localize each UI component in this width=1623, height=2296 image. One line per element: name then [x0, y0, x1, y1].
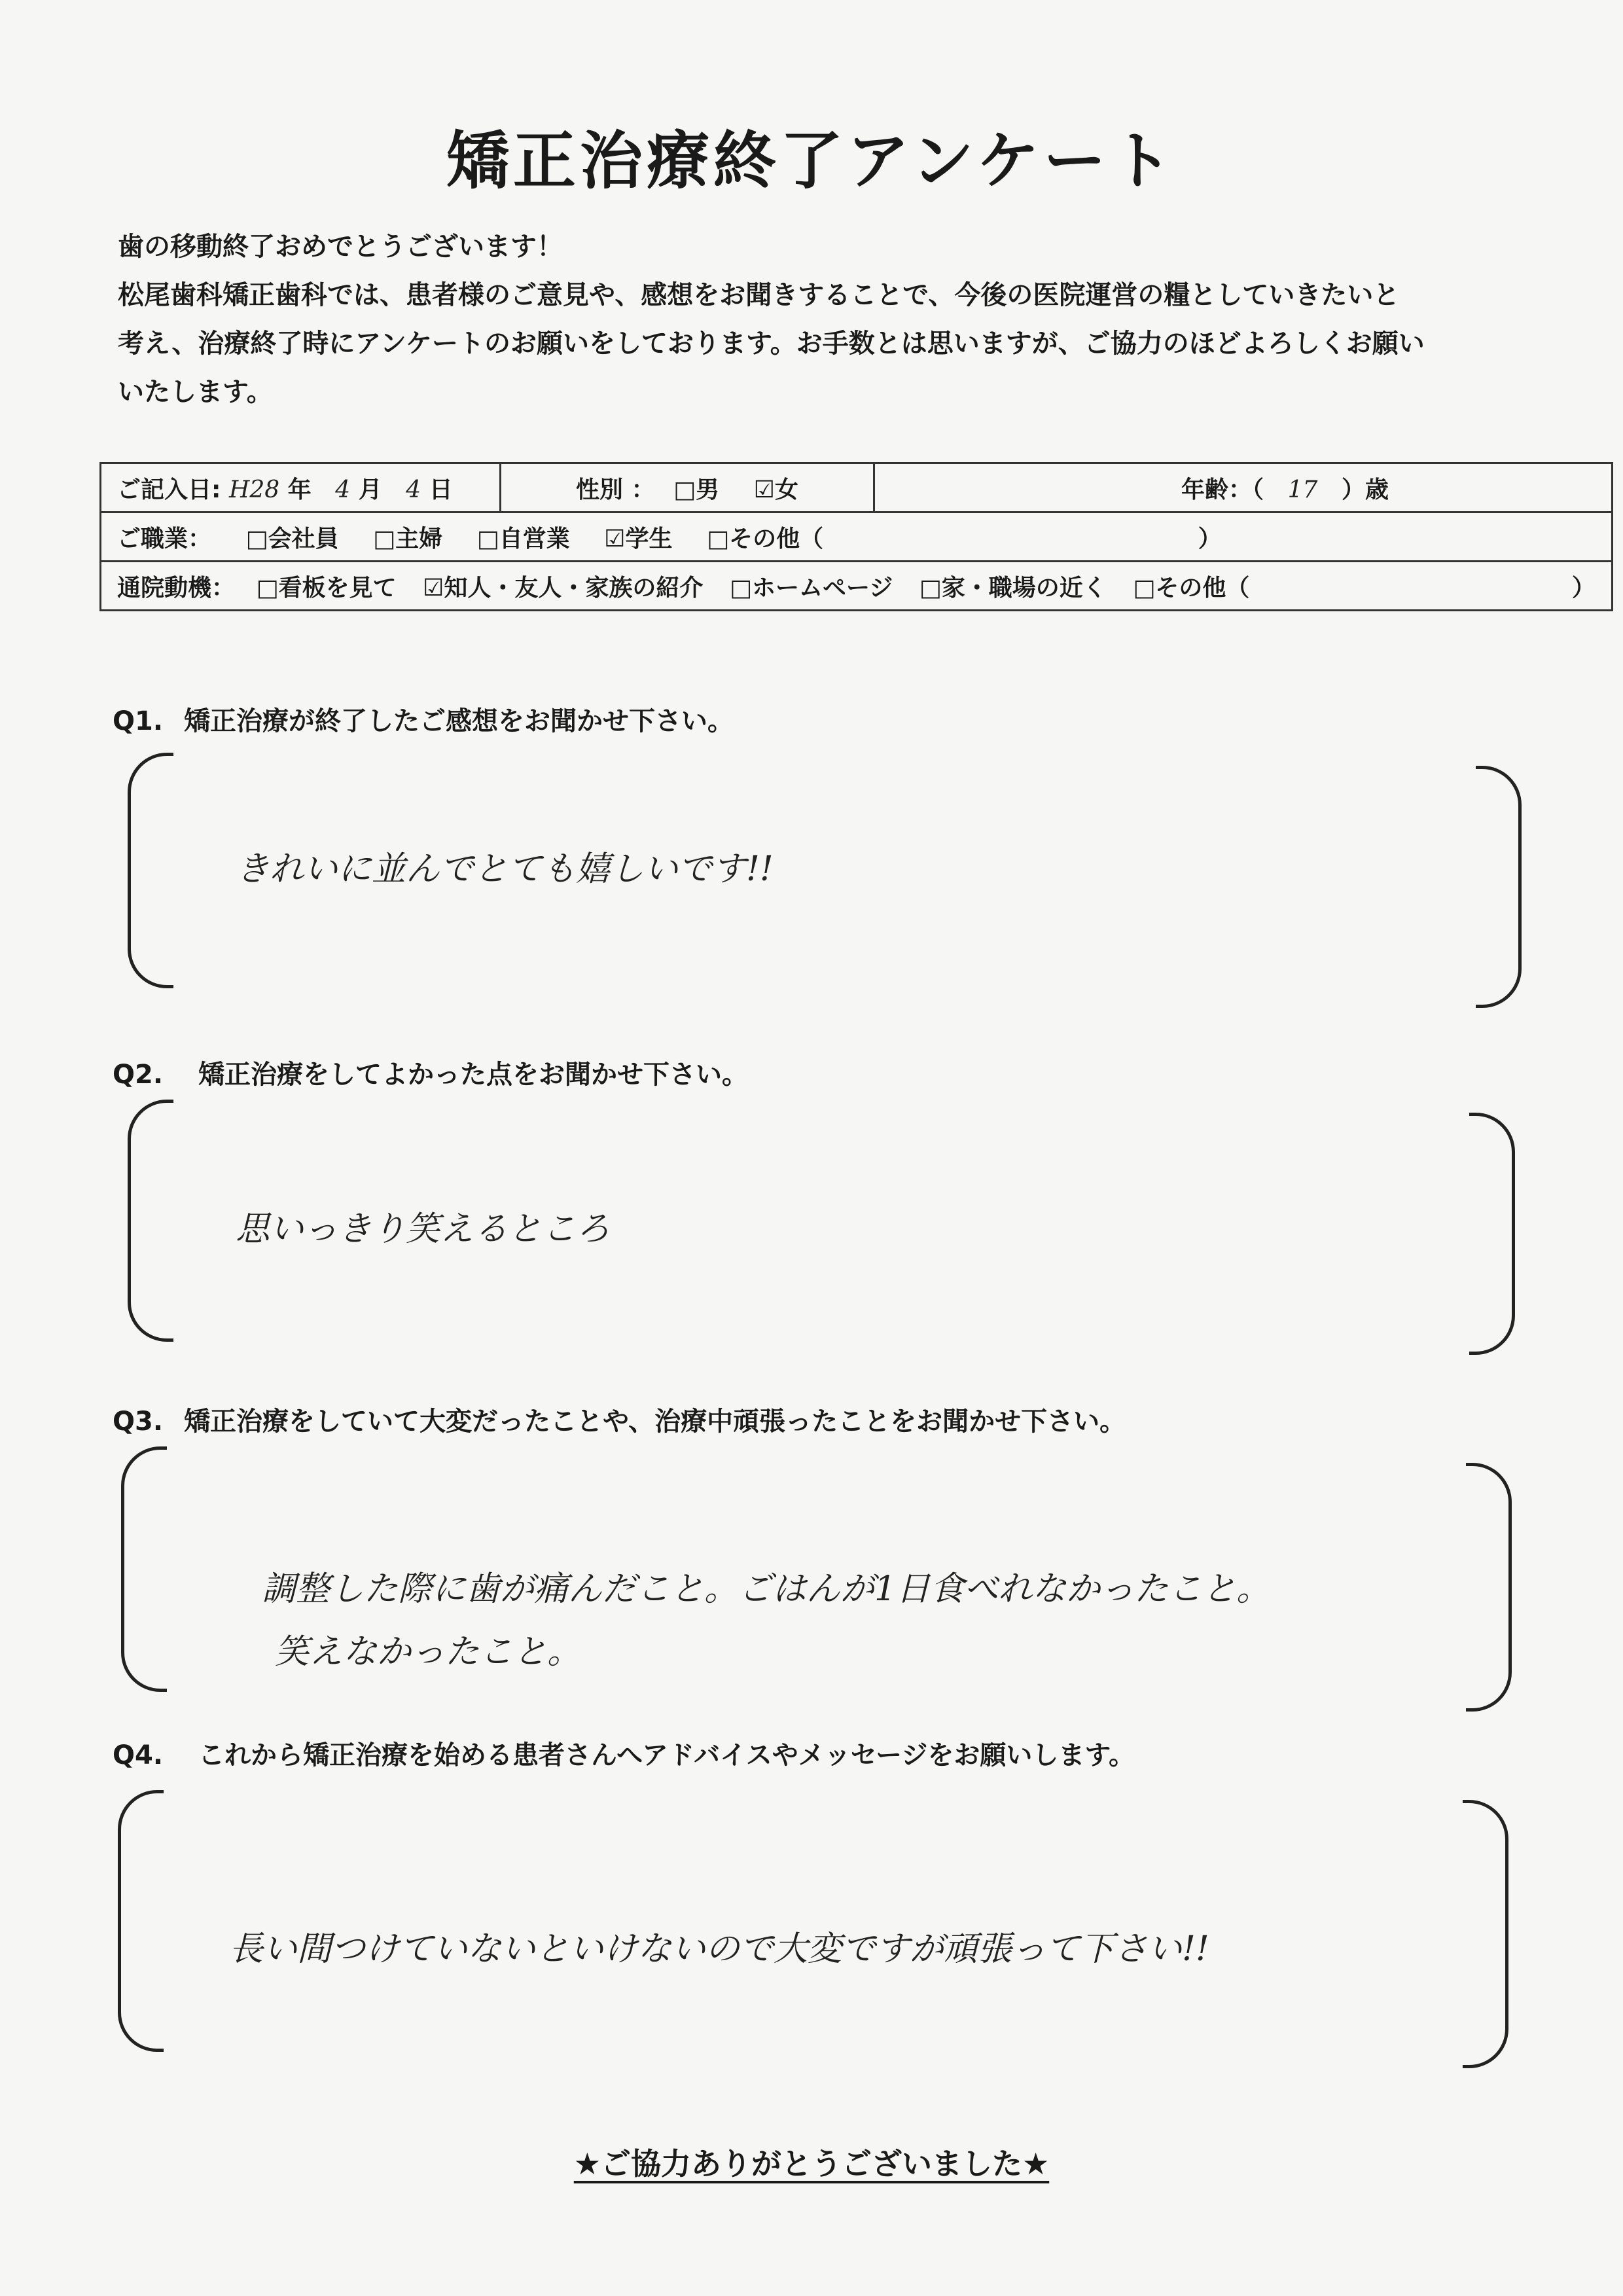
footer-text: ★ご協力ありがとうございました★ [573, 2146, 1050, 2181]
answer-bracket-right [1466, 1463, 1512, 1712]
occupation-housewife-checkbox[interactable]: □主婦 [373, 525, 443, 552]
question-label: Q4. [113, 1740, 164, 1770]
date-month-value[interactable]: 4 [335, 476, 351, 503]
question-text: これから矯正治療を始める患者さんへアドバイスやメッセージをお願いします。 [198, 1740, 1135, 1770]
date-day-value[interactable]: 4 [406, 476, 421, 503]
age-suffix: ）歳 [1341, 476, 1389, 503]
date-year-label: 年 [287, 476, 312, 503]
answer-4[interactable] [229, 1918, 1209, 1981]
answer-2[interactable] [236, 1198, 610, 1261]
date-era-value[interactable]: H28 [228, 476, 280, 503]
footer-message [0, 2140, 1623, 2183]
motive-signboard-checkbox[interactable]: □看板を見て [256, 574, 397, 601]
question-1 [113, 700, 734, 738]
answer-bracket-right [1476, 766, 1522, 1008]
question-2 [113, 1054, 748, 1091]
answer-line: 笑えなかったこと。 [275, 1632, 582, 1672]
answer-line: きれいに並んでとても嬉しいです!! [236, 850, 774, 889]
date-month-label: 月 [358, 476, 382, 503]
answer-bracket-right [1463, 1800, 1508, 2068]
date-label: ご記入日: [117, 476, 221, 503]
occupation-other-checkbox[interactable]: □その他（ [707, 525, 824, 552]
occupation-close: ） [1198, 525, 1222, 552]
age-value[interactable]: 17 [1287, 476, 1318, 503]
intro-line: 考え、治療終了時にアンケートのお願いをしております。お手数とは思いますが、ご協力のほどよろしくお願い [118, 329, 1425, 359]
intro-text [118, 223, 1531, 416]
intro-line: 松尾歯科矯正歯科では、患者様のご意見や、感想をお聞きすることで、今後の医院運営の糧としていきたいと [118, 280, 1400, 310]
gender-label: 性別 ： [576, 476, 655, 503]
motive-close: ） [1571, 574, 1596, 601]
gender-cell [501, 463, 874, 512]
occupation-student-checkbox[interactable]: ☑学生 [604, 525, 673, 552]
question-label: Q1. [113, 706, 164, 736]
motive-referral-checkbox[interactable]: ☑知人・友人・家族の紹介 [423, 574, 704, 601]
occupation-company-checkbox[interactable]: □会社員 [245, 525, 339, 552]
answer-bracket-left [128, 753, 173, 988]
answer-1[interactable] [236, 838, 774, 901]
question-text: 矯正治療をしてよかった点をお聞かせ下さい。 [198, 1060, 748, 1090]
occupation-selfemployed-checkbox[interactable]: □自営業 [476, 525, 570, 552]
answer-bracket-left [121, 1446, 167, 1692]
answer-bracket-right [1469, 1113, 1515, 1355]
answer-line: 思いっきり笑えるところ [236, 1210, 611, 1249]
date-cell [101, 463, 501, 512]
gender-male-checkbox[interactable]: □男 [673, 476, 720, 503]
info-form [99, 462, 1613, 611]
age-cell [874, 463, 1613, 512]
page-title: 矯正治療終了アンケート [446, 124, 1177, 198]
motive-other-checkbox[interactable]: □その他（ [1133, 574, 1250, 601]
occupation-label: ご職業： [117, 525, 212, 552]
answer-line: 長い間つけていないといけないので大変ですが頑張って下さい!! [229, 1929, 1209, 1969]
intro-line: いたします。 [118, 377, 273, 407]
answer-3[interactable] [262, 1558, 1270, 1683]
intro-line: 歯の移動終了おめでとうございます！ [118, 232, 563, 262]
question-label: Q3. [113, 1407, 164, 1437]
answer-line: 調整した際に歯が痛んだこと。ごはんが1日食べれなかったこと。 [262, 1570, 1271, 1609]
gender-female-checkbox[interactable]: ☑女 [753, 476, 798, 503]
question-text: 矯正治療をしていて大変だったことや、治療中頑張ったことをお聞かせ下さい。 [183, 1407, 1126, 1437]
question-3 [113, 1401, 1126, 1438]
question-text: 矯正治療が終了したご感想をお聞かせ下さい。 [183, 706, 734, 736]
motive-nearby-checkbox[interactable]: □家・職場の近く [919, 574, 1107, 601]
answer-bracket-left [118, 1790, 164, 2052]
motive-homepage-checkbox[interactable]: □ホームページ [729, 574, 893, 601]
question-label: Q2. [113, 1060, 164, 1090]
motive-row [101, 562, 1613, 611]
age-label: 年齢：（ [1181, 476, 1264, 503]
answer-bracket-left [128, 1100, 173, 1342]
question-4 [113, 1734, 1135, 1772]
date-day-label: 日 [429, 476, 453, 503]
motive-label: 通院動機： [117, 574, 236, 601]
occupation-row [101, 512, 1613, 562]
